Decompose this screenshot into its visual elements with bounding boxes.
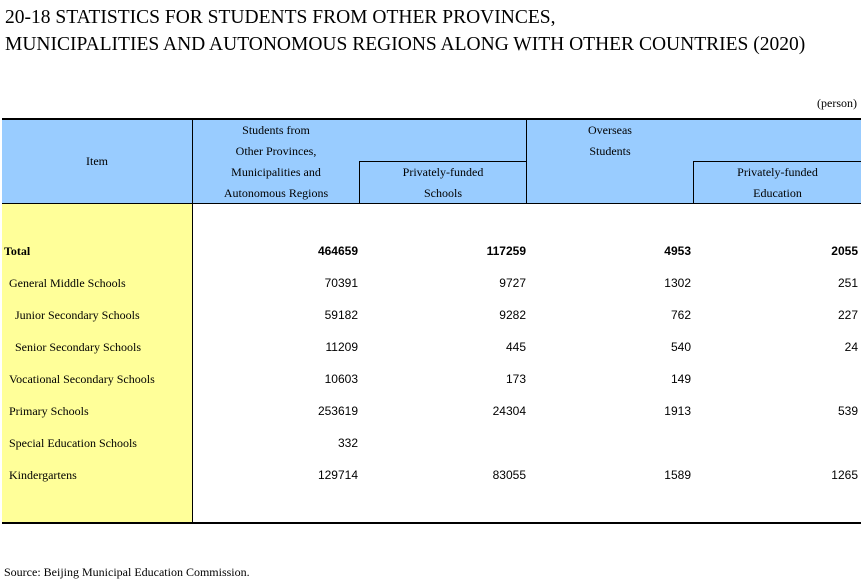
header-col4-line: Privately-funded [737, 165, 818, 179]
header-col1-line: Autonomous Regions [223, 186, 329, 200]
cell-students-other-provinces: 11209 [325, 340, 358, 354]
cell-privately-funded-schools: 9727 [499, 276, 526, 290]
table-row [2, 427, 861, 459]
header-overseas-students [527, 120, 693, 162]
row-label: Special Education Schools [9, 436, 137, 450]
table-row [2, 299, 861, 331]
row-label: Total [4, 244, 31, 258]
cell-students-other-provinces: 10603 [324, 372, 358, 386]
header-privately-funded-education [694, 162, 861, 204]
cell-overseas-students: 762 [670, 308, 691, 322]
cell-privately-funded-education: 2055 [831, 244, 858, 258]
header-col2-line: Privately-funded [402, 165, 484, 179]
header-col2-line: Schools [423, 186, 462, 200]
row-label: Junior Secondary Schools [15, 308, 140, 322]
cell-privately-funded-education: 539 [837, 404, 858, 418]
header-col4-line: Education [753, 186, 802, 200]
cell-privately-funded-schools: 173 [505, 372, 526, 386]
cell-overseas-students: 4953 [664, 244, 691, 258]
cell-students-other-provinces: 464659 [317, 244, 358, 258]
cell-overseas-students: 149 [670, 372, 691, 386]
header-col3-line: Students [589, 144, 631, 158]
cell-privately-funded-schools: 117259 [486, 244, 526, 258]
header-privately-funded-schools [360, 162, 526, 204]
header-col3-line: Overseas [588, 123, 632, 137]
table-bottom-border [2, 522, 861, 524]
row-label: Vocational Secondary Schools [9, 372, 155, 386]
header-item: Item [86, 154, 108, 168]
cell-students-other-provinces: 332 [337, 436, 358, 450]
cell-overseas-students: 1589 [664, 468, 691, 482]
cell-privately-funded-schools: 83055 [492, 468, 526, 482]
row-label: Senior Secondary Schools [15, 340, 141, 354]
table-row [2, 363, 861, 395]
unit-label: (person) [817, 96, 857, 110]
source-note: Source: Beijing Municipal Education Commission. [4, 565, 250, 579]
cell-privately-funded-education: 1265 [831, 468, 858, 482]
cell-overseas-students: 1302 [664, 276, 691, 290]
header-col1-line: Other Provinces, [235, 144, 317, 158]
cell-privately-funded-education: 227 [837, 308, 858, 322]
table-row [2, 331, 861, 363]
row-label: Kindergartens [9, 468, 77, 482]
cell-students-other-provinces: 70391 [324, 276, 358, 290]
title-line-2: MUNICIPALITIES AND AUTONOMOUS REGIONS ALONG WITH OTHER COUNTRIES (2020) [5, 34, 806, 55]
header-col1-line: Students from [242, 123, 310, 137]
cell-privately-funded-schools: 9282 [499, 308, 526, 322]
table-row [2, 395, 861, 427]
cell-students-other-provinces: 253619 [317, 404, 358, 418]
cell-students-other-provinces: 59182 [324, 308, 358, 322]
page-title [5, 4, 805, 58]
header-col1-line: Municipalities and [231, 165, 321, 179]
header-students-other-provinces [193, 120, 359, 204]
cell-privately-funded-schools: 445 [505, 340, 526, 354]
cell-privately-funded-education: 251 [837, 276, 858, 290]
title-line-1: 20-18 STATISTICS FOR STUDENTS FROM OTHER PROVINCES, [5, 7, 556, 28]
table-row-total [2, 235, 861, 267]
row-label: Primary Schools [9, 404, 89, 418]
cell-students-other-provinces: 129714 [317, 468, 358, 482]
cell-overseas-students: 540 [670, 340, 691, 354]
table-row [2, 459, 861, 491]
cell-privately-funded-schools: 24304 [492, 404, 526, 418]
table-row [2, 267, 861, 299]
cell-overseas-students: 1913 [664, 404, 691, 418]
row-label: General Middle Schools [9, 276, 126, 290]
cell-privately-funded-education: 24 [844, 340, 858, 354]
